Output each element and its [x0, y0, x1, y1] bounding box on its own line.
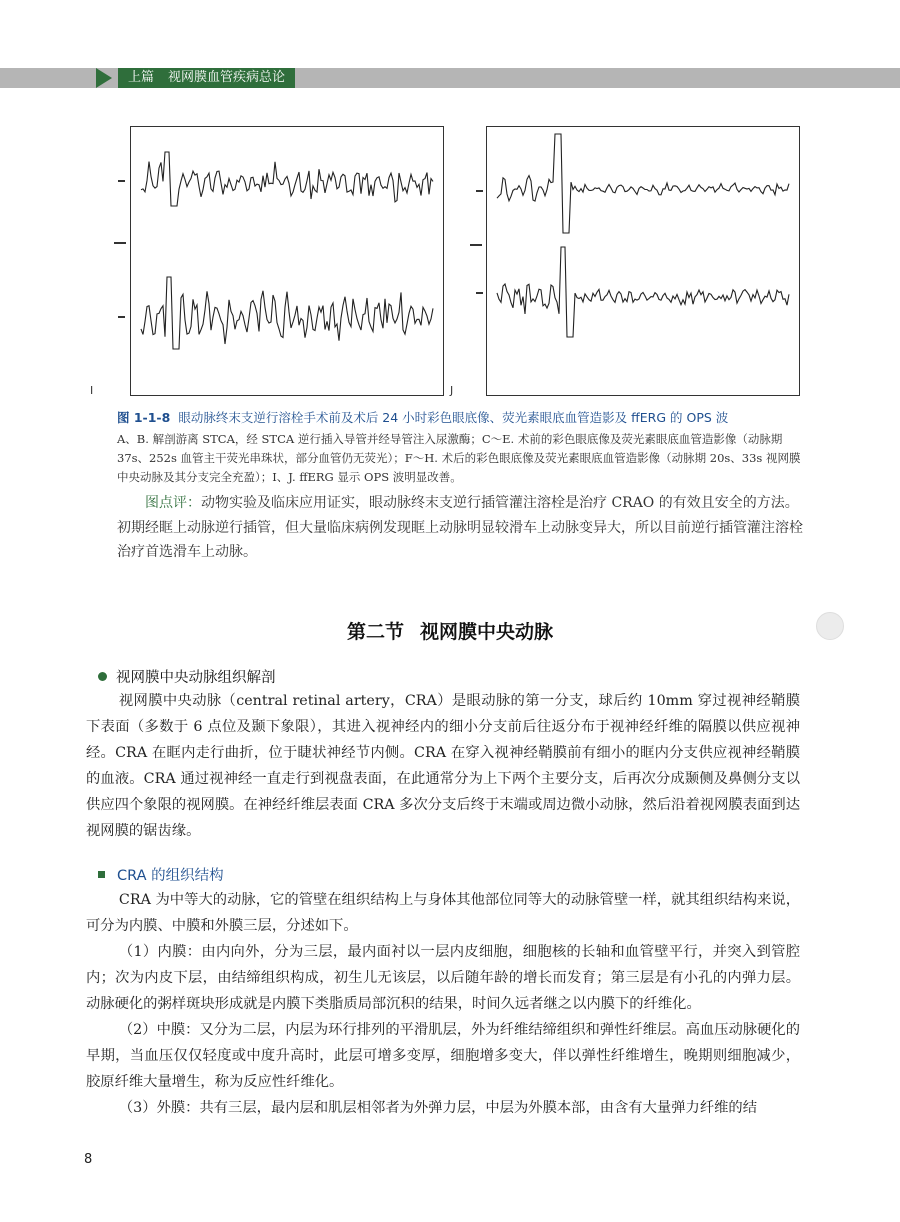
bullet-circle-icon — [98, 672, 107, 681]
section-heading — [0, 617, 900, 644]
panel-label-i: I — [90, 384, 94, 397]
comment-text: 动物实验及临床应用证实，眼动脉终末支逆行插管灌注溶栓是治疗 CRAO 的有效且安全的方法。初期经眶上动脉逆行插管，但大量临床病例发现眶上动脉明显较滑车上动脉变异大，所以目前逆行插管灌注溶栓治疗首选滑车上动脉。 — [117, 495, 803, 560]
waveform-j-upper — [497, 134, 789, 233]
subsection-anatomy-title: 视网膜中央动脉组织解剖 — [116, 670, 276, 686]
bullet-square-icon — [98, 871, 105, 878]
subsection-heading-anatomy — [98, 666, 276, 687]
paragraph-media: （2）中膜：又分为二层，内层为环行排列的平滑肌层，外为纤维结缔组织和弹性纤维层。高血压动脉硬化的早期，当血压仅仅轻度或中度升高时，此层可增多变厚，细胞增多变大，伴以弹性纤维增生，晚期则细胞减少，胶原纤维大量增生，称为反应性纤维化。 — [86, 1022, 800, 1090]
header-title: 视网膜血管疾病总论 — [168, 70, 286, 85]
figure-panel-j — [486, 126, 800, 396]
axis-marker — [118, 316, 125, 318]
paragraph-adventitia: （3）外膜：共有三层，最内层和肌层相邻者为外弹力层，中层为外膜本部，由含有大量弹力纤维的结 — [118, 1100, 758, 1116]
header-arrow-icon — [96, 68, 112, 88]
subsection-heading-structure — [98, 864, 224, 885]
waveform-j-lower — [497, 247, 789, 337]
header-part: 上篇 — [128, 70, 155, 85]
figure-comment — [117, 491, 803, 565]
axis-marker — [470, 244, 482, 246]
axis-marker — [114, 242, 126, 244]
figure-panel-i — [130, 126, 444, 396]
waveform-i-lower — [141, 277, 433, 349]
paragraph-anatomy: 视网膜中央动脉（central retinal artery，CRA）是眼动脉的第一分支，球后约 10mm 穿过视神经鞘膜下表面（多数于 6 点位及颞下象限），其进入视神经内的细小分支前后往返分布于视神经纤维的隔膜以供应视神经。CRA 在眶内走行曲折，位于睫状神经节内侧。CRA 在穿入视神经鞘膜前有细小的眶内分支供应视神经鞘膜的血液。CRA 通过视神经一直走行到视盘表面，在此通常分为上下两个主要分支，后再次分成颞侧及鼻侧分支以供应四个象限的视网膜。在神经纤维层表面 CRA 多次分支后终于末端或周边微小动脉，然后沿着视网膜表面到达视网膜的锯齿缘。 — [86, 693, 800, 839]
paragraph-intima: （1）内膜：由内向外，分为三层，最内面衬以一层内皮细胞，细胞核的长轴和血管壁平行，并突入到管腔内；次为内皮下层，由结缔组织构成，初生儿无该层，以后随年龄的增长而发育；第三层是有小孔的内弹力层。动脉硬化的粥样斑块形成就是内膜下类脂质局部沉积的结果，时间久远者继之以内膜下的纤维化。 — [86, 944, 800, 1012]
waveform-panel-j — [487, 127, 799, 395]
comment-label: 图点评： — [145, 495, 201, 511]
watermark-badge-icon — [816, 612, 844, 640]
axis-marker — [476, 292, 483, 294]
figure-title: 眼动脉终末支逆行溶栓手术前及术后 24 小时彩色眼底像、荧光素眼底血管造影及 ffERG 的 OPS 波 — [178, 410, 729, 425]
figure-number: 图 1-1-8 — [117, 410, 171, 425]
figure-description: A、B. 解剖游离 STCA，经 STCA 逆行插入导管并经导管注入尿激酶；C～E. 术前的彩色眼底像及荧光素眼底血管造影像（动脉期 37s、252s 血管主干荧光串珠状，部分血管仍无荧光）；F～H. 术后的彩色眼底像及荧光素眼底血管造影像（动脉期 20s、33s 视网膜中央动脉及其分支完全充盈）；I、J. ffERG 显示 OPS 波明显改善。 — [117, 432, 801, 484]
panel-label-j: J — [450, 384, 454, 397]
section-title: 视网膜中央动脉 — [420, 621, 554, 643]
running-header — [118, 68, 295, 88]
subsection-structure-title: CRA 的组织结构 — [117, 868, 224, 884]
axis-marker — [118, 180, 125, 182]
paragraph-structure-intro: CRA 为中等大的动脉，它的管壁在组织结构上与身体其他部位同等大的动脉管壁一样，就其组织结构来说，可分为内膜、中膜和外膜三层，分述如下。 — [86, 892, 800, 934]
waveform-panel-i — [131, 127, 443, 395]
waveform-i-upper — [141, 152, 433, 206]
figure-caption — [117, 408, 817, 426]
axis-marker — [476, 190, 483, 192]
page-number: 8 — [84, 1152, 93, 1167]
section-number: 第二节 — [346, 621, 404, 643]
